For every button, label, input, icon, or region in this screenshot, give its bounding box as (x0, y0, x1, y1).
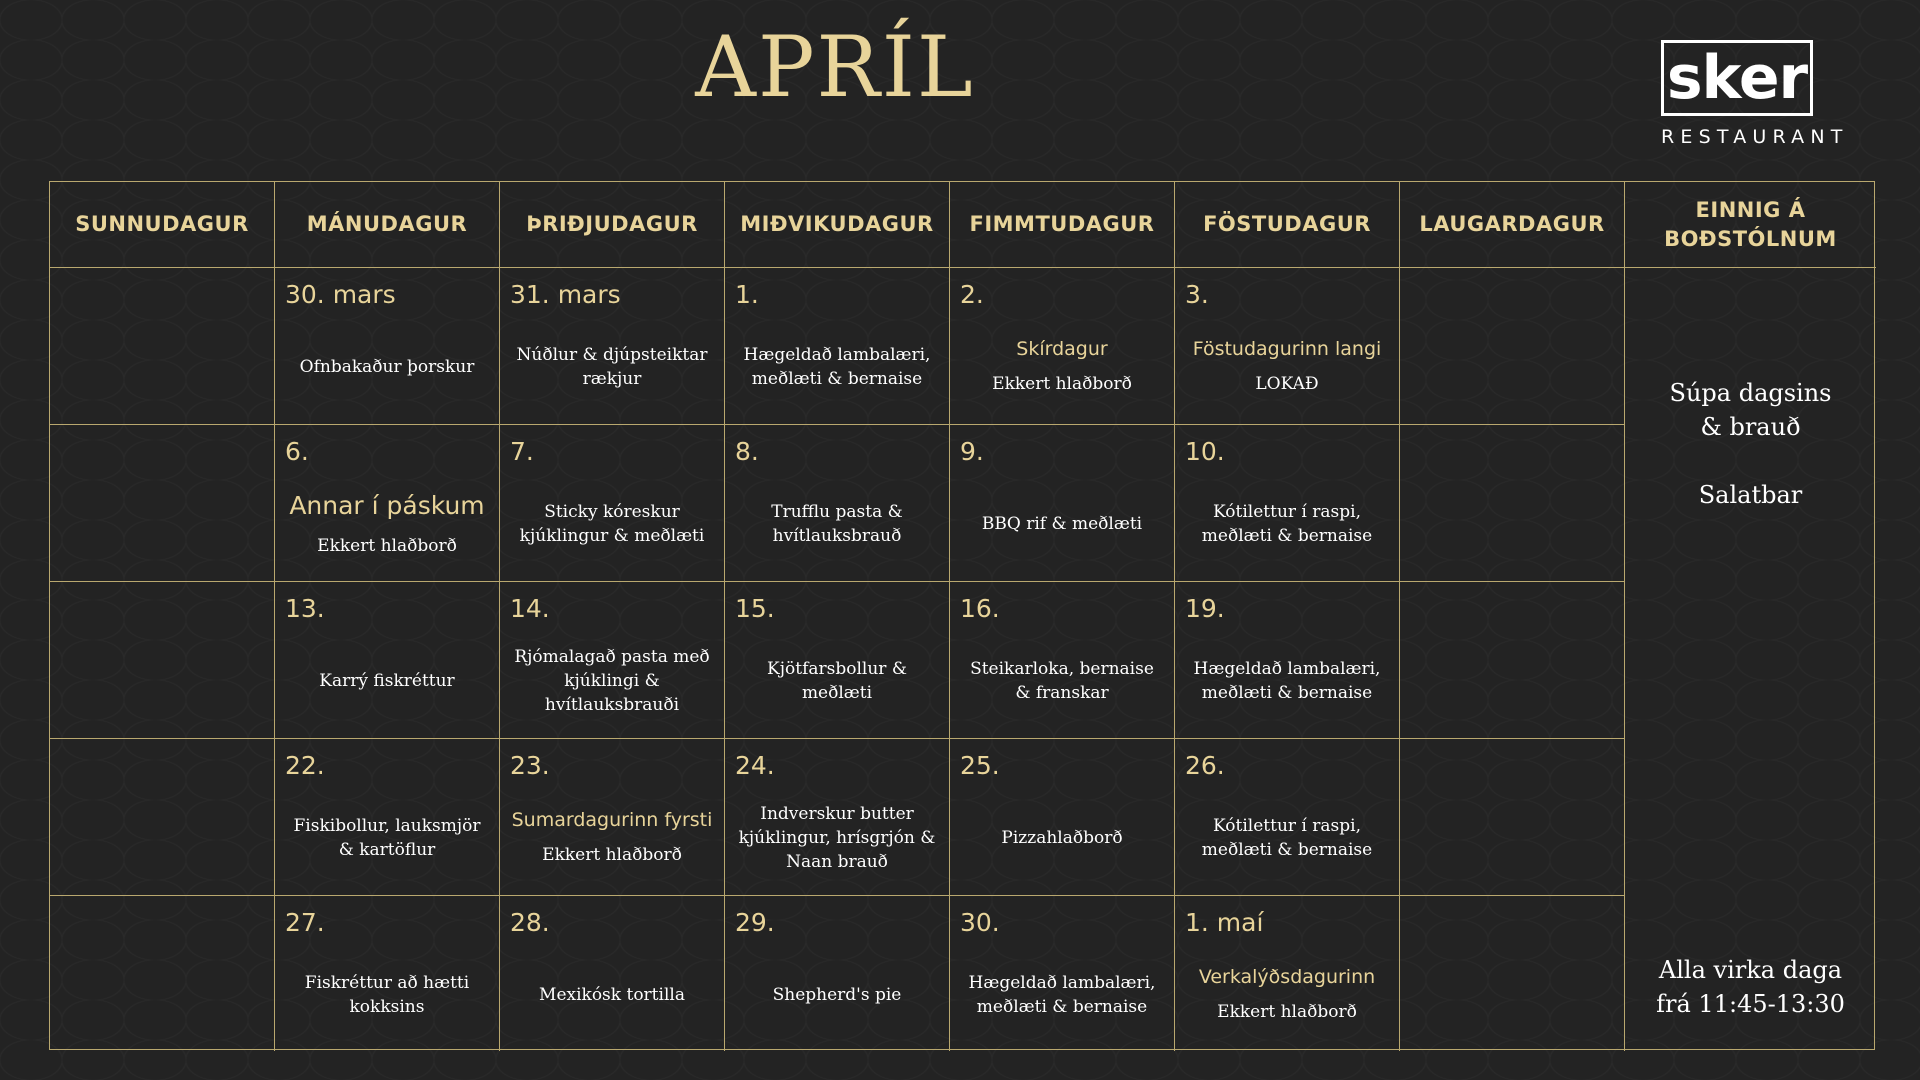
calendar-day-cell (725, 268, 950, 425)
calendar-day-cell (1400, 425, 1625, 582)
day-date: 10. (1185, 437, 1225, 466)
calendar-day-cell (50, 268, 275, 425)
calendar-day-cell (500, 268, 725, 425)
day-date: 13. (285, 594, 325, 623)
day-content (1175, 318, 1399, 416)
soup-line-2: & brauð (1700, 413, 1801, 441)
menu-item: Shepherd's pie (772, 984, 902, 1005)
day-content (275, 318, 499, 416)
column-header: MIÐVIKUDAGUR (725, 182, 950, 268)
calendar-day-cell (725, 582, 950, 739)
day-content (1175, 475, 1399, 573)
menu-item: Fiskibollur, lauksmjör & kartöflur (293, 816, 481, 860)
day-date: 19. (1185, 594, 1225, 623)
day-date: 24. (735, 751, 775, 780)
column-header: LAUGARDAGUR (1400, 182, 1625, 268)
day-date: 15. (735, 594, 775, 623)
day-content (500, 789, 724, 887)
calendar-day-cell (950, 425, 1175, 582)
day-content (500, 946, 724, 1043)
day-date: 31. mars (510, 280, 621, 309)
soup-line-1: Súpa dagsins (1669, 379, 1832, 407)
calendar-day-cell (500, 425, 725, 582)
column-header: FIMMTUDAGUR (950, 182, 1175, 268)
opening-hours (1625, 953, 1876, 1021)
day-date: 23. (510, 751, 550, 780)
day-content (950, 946, 1174, 1043)
menu-calendar (49, 181, 1875, 1050)
menu-item: Mexikósk tortilla (539, 984, 685, 1005)
day-content (275, 789, 499, 887)
calendar-day-cell (1175, 896, 1400, 1051)
calendar-day-cell (1175, 739, 1400, 896)
calendar-day-cell (275, 739, 500, 896)
holiday-name: Föstudagurinn langi (1192, 338, 1382, 360)
holiday-name: Annar í páskum (289, 490, 485, 520)
day-date: 25. (960, 751, 1000, 780)
calendar-day-cell (500, 896, 725, 1051)
menu-item: Hægeldað lambalæri, meðlæti & bernaise (743, 345, 931, 389)
day-date: 3. (1185, 280, 1209, 309)
day-date: 6. (285, 437, 309, 466)
day-content (275, 632, 499, 730)
calendar-day-cell (1400, 896, 1625, 1051)
also-available-panel (1625, 268, 1876, 1051)
day-date: 26. (1185, 751, 1225, 780)
calendar-day-cell (950, 896, 1175, 1051)
day-content (1175, 632, 1399, 730)
day-date: 1. maí (1185, 908, 1264, 937)
day-date: 8. (735, 437, 759, 466)
calendar-day-cell (275, 425, 500, 582)
restaurant-logo (1661, 40, 1849, 148)
day-content (500, 318, 724, 416)
menu-item: Hægeldað lambalæri, meðlæti & bernaise (968, 972, 1156, 1017)
calendar-day-cell (1175, 582, 1400, 739)
salad-bar: Salatbar (1698, 481, 1803, 509)
calendar-day-cell (725, 739, 950, 896)
logo-wordmark: sker (1661, 40, 1813, 116)
calendar-day-cell (1400, 582, 1625, 739)
calendar-day-cell (1400, 739, 1625, 896)
column-header: FÖSTUDAGUR (1175, 182, 1400, 268)
day-date: 27. (285, 908, 325, 937)
day-content (1175, 946, 1399, 1043)
day-content (950, 789, 1174, 887)
calendar-day-cell (500, 582, 725, 739)
calendar-day-cell (950, 268, 1175, 425)
day-date: 1. (735, 280, 759, 309)
day-content (725, 318, 949, 416)
menu-item: Ekkert hlaðborð (542, 845, 682, 865)
column-header: MÁNUDAGUR (275, 182, 500, 268)
day-date: 7. (510, 437, 534, 466)
menu-item: Pizzahlaðborð (1001, 828, 1123, 848)
menu-item: Núðlur & djúpsteiktar rækjur (516, 345, 708, 389)
menu-item: Ekkert hlaðborð (992, 374, 1132, 394)
holiday-name: Verkalýðsdagurinn (1198, 965, 1376, 988)
menu-item: Fiskréttur að hætti kokksins (304, 972, 470, 1017)
day-content (275, 475, 499, 573)
day-date: 28. (510, 908, 550, 937)
page-title: APRÍL (695, 18, 975, 116)
day-date: 30. mars (285, 280, 396, 309)
menu-item: Karrý fiskréttur (319, 671, 455, 691)
day-content (500, 632, 724, 730)
holiday-name: Skírdagur (1016, 338, 1108, 360)
day-content (950, 318, 1174, 416)
calendar-day-cell (50, 739, 275, 896)
day-date: 29. (735, 908, 775, 937)
column-header: EINNIG Á BOÐSTÓLNUM (1625, 182, 1876, 268)
menu-item: Kótilettur í raspi, meðlæti & bernaise (1201, 502, 1373, 546)
day-date: 16. (960, 594, 1000, 623)
menu-item: Trufflu pasta & hvítlauksbrauð (771, 502, 903, 546)
calendar-day-cell (1175, 268, 1400, 425)
menu-item: Rjómalagað pasta með kjúklingi & hvítlauksbrauði (514, 647, 710, 715)
menu-item: LOKAÐ (1255, 374, 1319, 394)
hours-line-1: Alla virka daga (1658, 956, 1843, 984)
calendar-day-cell (500, 739, 725, 896)
calendar-day-cell (275, 268, 500, 425)
calendar-day-cell (725, 896, 950, 1051)
menu-item: Hægeldað lambalæri, meðlæti & bernaise (1193, 659, 1381, 703)
day-content (500, 475, 724, 573)
column-header: SUNNUDAGUR (50, 182, 275, 268)
calendar-day-cell (1400, 268, 1625, 425)
day-date: 30. (960, 908, 1000, 937)
day-content (950, 632, 1174, 730)
calendar-day-cell (725, 425, 950, 582)
also-available-items (1625, 376, 1876, 512)
calendar-day-cell (275, 582, 500, 739)
menu-item: Kjötfarsbollur & meðlæti (767, 659, 907, 703)
calendar-day-cell (950, 582, 1175, 739)
calendar-day-cell (50, 896, 275, 1051)
calendar-day-cell (50, 425, 275, 582)
day-content (725, 632, 949, 730)
column-header: ÞRIÐJUDAGUR (500, 182, 725, 268)
menu-item: Sticky kóreskur kjúklingur & meðlæti (519, 502, 705, 546)
calendar-day-cell (50, 582, 275, 739)
day-date: 2. (960, 280, 984, 309)
day-content (725, 789, 949, 887)
menu-item: Ekkert hlaðborð (1217, 1001, 1357, 1022)
hours-line-2: frá 11:45-13:30 (1656, 990, 1845, 1018)
calendar-day-cell (1175, 425, 1400, 582)
day-date: 9. (960, 437, 984, 466)
calendar-day-cell (275, 896, 500, 1051)
day-content (275, 946, 499, 1043)
day-date: 22. (285, 751, 325, 780)
menu-item: Ekkert hlaðborð (317, 535, 457, 556)
holiday-name: Sumardagurinn fyrsti (511, 809, 713, 831)
calendar-day-cell (950, 739, 1175, 896)
menu-item: Kótilettur í raspi, meðlæti & bernaise (1201, 816, 1373, 860)
menu-item: Ofnbakaður þorskur (299, 357, 475, 377)
menu-item: BBQ rif & meðlæti (981, 514, 1143, 534)
day-content (950, 475, 1174, 573)
day-content (725, 946, 949, 1043)
day-content (1175, 789, 1399, 887)
day-content (725, 475, 949, 573)
day-date: 14. (510, 594, 550, 623)
menu-item: Indverskur butter kjúklingur, hrísgrjón & Naan brauð (738, 804, 936, 872)
logo-subtitle: RESTAURANT (1661, 126, 1849, 148)
menu-item: Steikarloka, bernaise & franskar (970, 659, 1154, 703)
